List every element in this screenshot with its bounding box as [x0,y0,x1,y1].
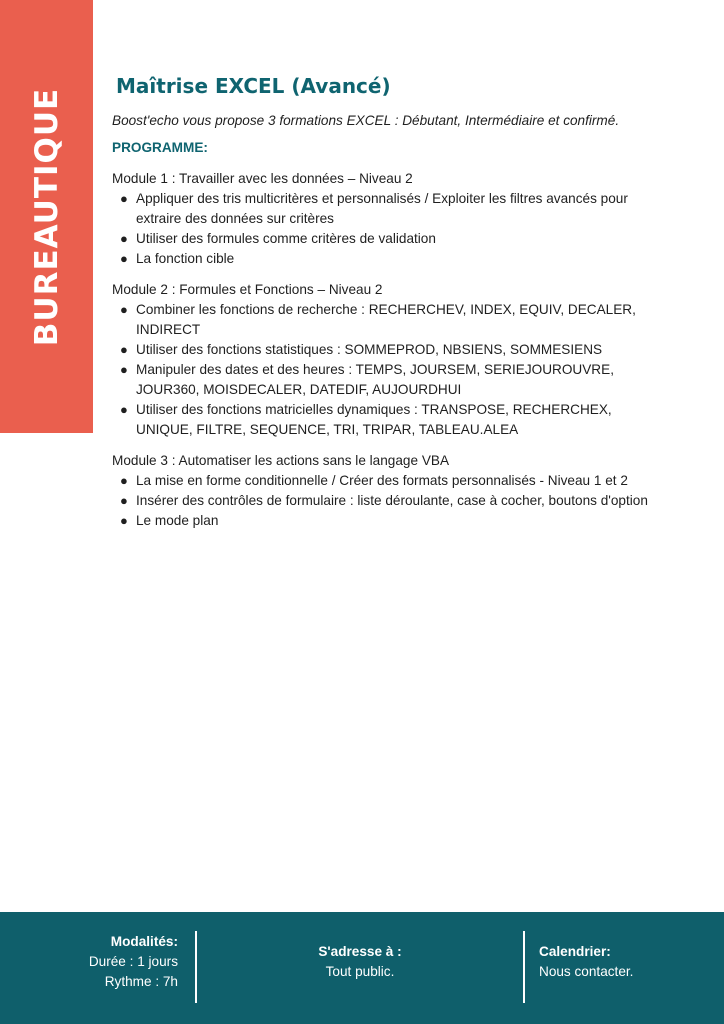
module-title: Module 1 : Travailler avec les données – Niveau 2 [112,171,413,186]
module-items [112,300,660,440]
list-item-text: Utiliser des fonctions statistiques : SOMMEPROD, NBSIENS, SOMMESIENS [136,342,603,357]
adresse-text: Tout public. [325,964,395,979]
footer-bar [0,912,724,1024]
main-content [112,70,660,531]
list-item [112,360,660,400]
list-item-text: Insérer des contrôles de formulaire : liste déroulante, case à cocher, boutons d'option [136,493,648,508]
duree-text: Durée : 1 jours [88,954,178,969]
list-item-text: La mise en forme conditionnelle / Créer des formats personnalisés - Niveau 1 et 2 [136,473,628,488]
footer-divider [523,931,525,1003]
bullet-icon: ● [120,493,128,508]
intro-text: Boost'echo vous propose 3 formations EXCEL : Débutant, Intermédiaire et confirmé. [112,113,620,128]
calendrier-text: Nous contacter. [539,964,634,979]
module-2 [112,280,660,440]
footer-divider [195,931,197,1003]
list-item-text: Utiliser des fonctions matricielles dynamiques : TRANSPOSE, RECHERCHEX, UNIQUE, FILTRE, SEQUENCE, TRI, TRIPAR, TABLEAU.ALEA [136,402,612,437]
list-item [112,511,660,531]
list-item-text: Appliquer des tris multicritères et personnalisés / Exploiter les filtres avancés pour extraire des données sur critères [136,191,628,226]
side-category-label: BUREAUTIQUE [28,87,65,346]
bullet-icon: ● [120,473,128,488]
rythme-text: Rythme : 7h [104,974,178,989]
bullet-icon: ● [120,302,128,317]
list-item [112,491,660,511]
module-1 [112,169,660,269]
module-3 [112,451,660,531]
list-item [112,340,660,360]
list-item-text: Le mode plan [136,513,219,528]
list-item-text: La fonction cible [136,251,235,266]
list-item-text: Manipuler des dates et des heures : TEMPS, JOURSEM, SERIEJOUROUVRE, JOUR360, MOISDECALER, DATEDIF, AUJOURDHUI [136,362,614,397]
bullet-icon: ● [120,362,128,377]
programme-heading: PROGRAMME: [112,140,208,155]
adresse-heading: S'adresse à : [318,944,402,959]
module-items [112,189,660,269]
bullet-icon: ● [120,231,128,246]
bullet-icon: ● [120,251,128,266]
list-item [112,189,660,229]
modalites-heading: Modalités: [110,934,178,949]
footer-calendrier [539,932,633,982]
page-title: Maîtrise EXCEL (Avancé) [116,74,391,98]
module-items [112,471,660,531]
list-item [112,471,660,491]
list-item [112,229,660,249]
side-band [0,0,93,433]
bullet-icon: ● [120,513,128,528]
list-item-text: Combiner les fonctions de recherche : RECHERCHEV, INDEX, EQUIV, DECALER, INDIRECT [136,302,636,337]
bullet-icon: ● [120,402,128,417]
footer-modalites [89,932,178,992]
list-item [112,400,660,440]
bullet-icon: ● [120,191,128,206]
list-item-text: Utiliser des formules comme critères de validation [136,231,436,246]
module-title: Module 2 : Formules et Fonctions – Niveau 2 [112,282,383,297]
module-title: Module 3 : Automatiser les actions sans le langage VBA [112,453,450,468]
bullet-icon: ● [120,342,128,357]
list-item [112,249,660,269]
footer-adresse [260,932,460,982]
calendrier-heading: Calendrier: [539,944,611,959]
list-item [112,300,660,340]
